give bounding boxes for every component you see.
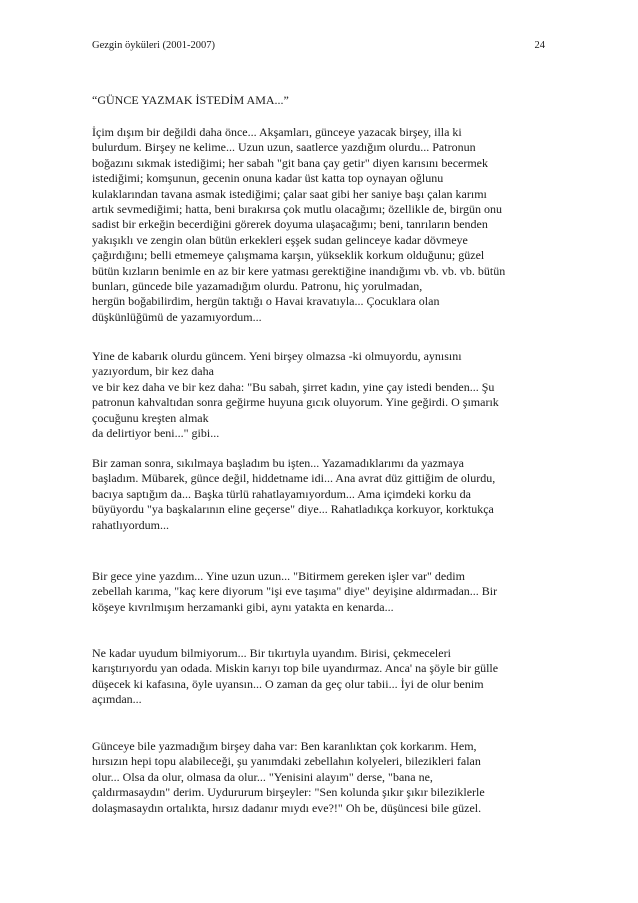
paragraph-line: çaldırmasaydın" derim. Uydururum birşeyler: "Sen kolunda şıkır şıkır bileziklerle bbox=[92, 785, 485, 800]
paragraph-line: Yine de kabarık olurdu güncem. Yeni birşey olmazsa -ki olmuyordu, aynısını bbox=[92, 349, 462, 363]
paragraph-line: rahatlıyordum... bbox=[92, 517, 169, 532]
paragraph-line: yazıyordum, bir kez daha bbox=[92, 364, 214, 379]
paragraph-line: İçim dışım bir değildi daha önce... Akşamları, günceye yazacak birşey, illa ki bbox=[92, 125, 462, 139]
paragraph-line: bütün kızların benimle en az bir kere yatması gerektiğine inandığımı vb. vb. vb. bütün bbox=[92, 263, 506, 278]
story-title: “GÜNCE YAZMAK İSTEDİM AMA...” bbox=[92, 93, 289, 107]
paragraph-line: Günceye bile yazmadığım birşey daha var: Ben karanlıktan çok korkarım. Hem, bbox=[92, 739, 477, 753]
paragraph bbox=[92, 646, 562, 708]
paragraph-line: bacıya saptığım da... Başka türlü rahatlayamıyordum... Ama içimdeki korku da bbox=[92, 486, 471, 501]
paragraph-line: Bir zaman sonra, sıkılmaya başladım bu işten... Yazamadıklarımı da yazmaya bbox=[92, 456, 464, 470]
paragraph-line: açımdan... bbox=[92, 692, 142, 707]
paragraph-line: sadist bir erkeğin becerdiğini görerek doyuma ulaşacağımı; beni, tanrıların benden bbox=[92, 217, 488, 232]
paragraph bbox=[92, 125, 562, 325]
paragraph-line: boğazını sıkmak istediğimi; her sabah "git bana çay getir" diyen karısını becermek bbox=[92, 155, 489, 170]
paragraph-line: olur... Olsa da olur, olmasa da olur... "Yenisini alayım" derse, "bana ne, bbox=[92, 769, 433, 784]
paragraph-line: yakışıklı ve zengin olan bütün erkekleri eşşek sudan gelinceye kadar dövmeye bbox=[92, 232, 468, 247]
paragraph-line: bulurdum. Birşey ne kelime... Uzun uzun, saatlerce yazdığım olurdu... Patronun bbox=[92, 140, 476, 155]
page-number: 24 bbox=[534, 40, 545, 51]
paragraph-line: artık sevmediğimi; hatta, beni bırakırsa çok mutlu olacağımı; özellikle de, birgün onu bbox=[92, 202, 503, 217]
paragraph-line: kulaklarından tavana asmak istediğimi; çalar saat gibi her saniye başı çalan karımı bbox=[92, 186, 487, 201]
page-header bbox=[92, 40, 545, 54]
paragraph-line: büyüyordu "ya başkalarının eline geçerse" diye... Rahatladıkça korkuyor, korktukça bbox=[92, 502, 494, 517]
paragraph-line: çocuğunu kreşten almak bbox=[92, 410, 209, 425]
paragraph-line: zebellah karıma, "kaç kere diyorum "işi eve taşıma" diye" deyişine aldırmadan... Bir bbox=[92, 584, 498, 599]
paragraph-line: dolaşmasaydın ortalıkta, hırsız dadanır mıydı eve?!" Oh be, düşüncesi bile güzel. bbox=[92, 800, 482, 815]
paragraph-line: Ne kadar uyudum bilmiyorum... Bir tıkırtıyla uyandım. Birisi, çekmeceleri bbox=[92, 646, 451, 660]
paragraph-line: düşecek ki kafasına, öyle uyansın... O zaman da geç olur tabii... İyi de olur benim bbox=[92, 676, 484, 691]
paragraph bbox=[92, 456, 562, 533]
paragraph-line: köşeye kıvrılmışım herzamanki gibi, aynı yatakta en kenarda... bbox=[92, 599, 394, 614]
paragraph-line: Bir gece yine yazdım... Yine uzun uzun... "Bitirmem gereken işler var" dedim bbox=[92, 569, 465, 583]
paragraph bbox=[92, 739, 562, 816]
paragraph-line: istediğimi; komşunun, gecenin onuna kadar üst katta top oynayan oğlunu bbox=[92, 171, 444, 186]
paragraph-line: başladım. Mübarek, günce değil, hiddetname idi... Ana avrat düz gittiğim de olurdu, bbox=[92, 471, 496, 486]
paragraph-line: çağırdığını; belli etmemeye çalışmama karşın, yükseklik korkum olduğunu; güzel bbox=[92, 248, 485, 263]
paragraph-line: düşkünlüğümü de yazamıyordum... bbox=[92, 309, 262, 324]
running-title: Gezgin öyküleri (2001-2007) bbox=[92, 40, 216, 51]
paragraph-line: ve bir kez daha ve bir kez daha: "Bu sabah, şirret kadın, yine çay istedi benden... Şu bbox=[92, 379, 495, 394]
paragraph-line: da delirtiyor beni..." gibi... bbox=[92, 426, 220, 441]
paragraph-line: karıştırıyordu yan odada. Miskin karıyı top bile uyandırmaz. Anca' na şöyle bir gülle bbox=[92, 661, 499, 676]
paragraph-line: hergün boğabilirdim, hergün taktığı o Havai kravatıyla... Çocuklara olan bbox=[92, 294, 440, 309]
paragraph-line: bunları, güncede bile yazamadığım olurdu. Patronu, hiç yorulmadan, bbox=[92, 279, 423, 294]
paragraph bbox=[92, 349, 562, 441]
paragraph-line: patronun kahvaltıdan sonra geğirme huyuna gıcık oluyorum. Yine geğirdi. O şımarık bbox=[92, 395, 499, 410]
paragraph bbox=[92, 569, 562, 615]
paragraph-line: hırsızın hepi topu alabileceği, şu yanımdaki zebellahın kolyeleri, bilezikleri falan bbox=[92, 754, 481, 769]
